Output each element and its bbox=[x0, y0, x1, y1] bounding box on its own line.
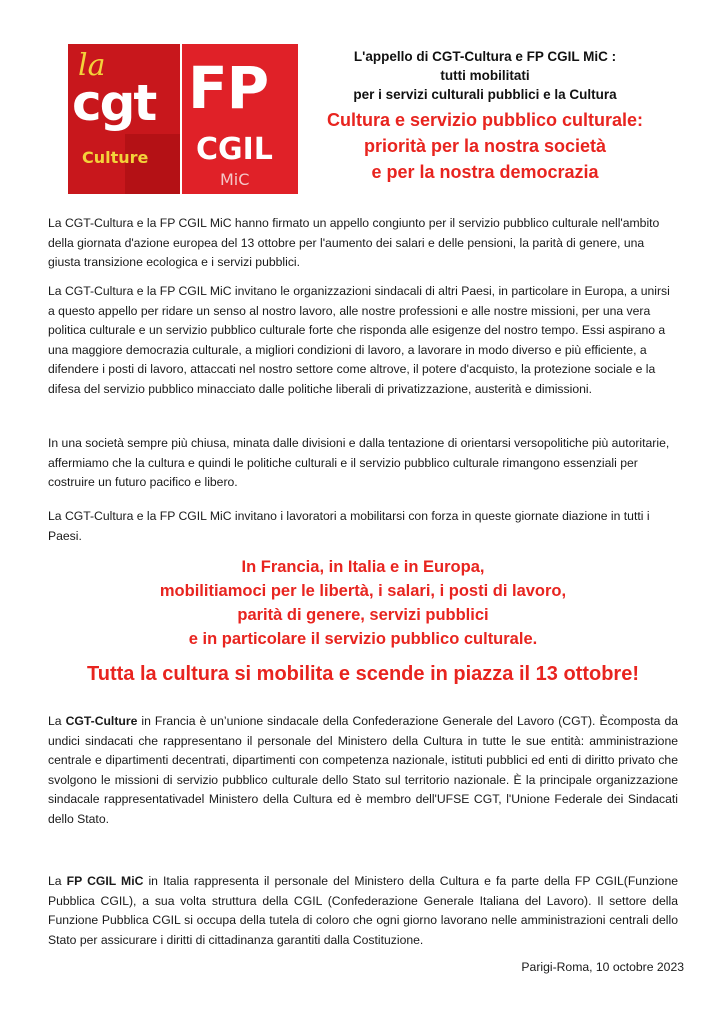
logo-fp-text: FP bbox=[188, 54, 269, 122]
cgt-lead: La bbox=[48, 714, 66, 728]
cgt-culture-logo bbox=[68, 44, 180, 194]
fp-cgil-logo bbox=[182, 44, 298, 194]
title-line-2: priorità per la nostra società bbox=[363, 136, 607, 156]
header-line-2: tutti mobilitati bbox=[440, 68, 530, 83]
cgt-name: CGT-Culture bbox=[65, 714, 138, 728]
paragraph-3: In una società sempre più chiusa, minata dalle divisioni e dalla tentazione di orientarsi versopolitiche più autoritarie, affermiamo che la cultura e quindi le politiche culturali e il servizio pubblico culturale rimangono essenziali per costruire un futuro pacifico e libero. bbox=[48, 436, 670, 490]
slogan-line-1: In Francia, in Italia e in Europa, bbox=[241, 558, 485, 576]
fp-description bbox=[48, 872, 678, 950]
fp-text: in Italia rappresenta il personale del Ministero della Cultura e fa parte della FP CGIL(Funzione Pubblica CGIL), a sua volta struttura della CGIL (Confederazione Generale Italiana del Lavoro). Il settore della Funzione Pubblica CGIL si occupa della tutela di coloro che ogni giorno lavorano nelle amministrazioni centrali dello Stato per assicurare i diritti di cittadinanza garantiti dalla Costituzione. bbox=[48, 874, 678, 947]
header-line-1: L'appello di CGT-Cultura e FP CGIL MiC : bbox=[353, 49, 617, 64]
logo-la-text: la bbox=[78, 48, 106, 83]
slogan-line-2: mobilitiamoci per le libertà, i salari, i posti di lavoro, bbox=[159, 582, 567, 600]
slogan-line-4: e in particolare il servizio pubblico culturale. bbox=[188, 630, 538, 648]
paragraph-2: La CGT-Cultura e la FP CGIL MiC invitano le organizzazioni sindacali di altri Paesi, in particolare in Europa, a unirsi a questo appello per ridare un senso al nostro lavoro, alle nostre professioni e alle nostre missioni, per una vera politica culturale e un servizio pubblico culturale forte che risponda alle esigenze del nostro tempo. Essi aspirano a una maggiore democrazia culturale, a migliori condizioni di lavoro, a lavorare in modo diverso e più efficiente, a difendere i posti di lavoro, attaccati nel nostro settore come altrove, il potere d'acquisto, la protezione sociale e la difesa del servizio pubblico minacciato dalle politiche liberali di privatizzazione, austerità e dimissioni. bbox=[48, 284, 670, 396]
paragraph-1: La CGT-Cultura e la FP CGIL MiC hanno firmato un appello congiunto per il servizio pubblico culturale nell'ambito della giornata d'azione europea del 13 ottobre per l'aumento dei salari e delle pensioni, la parità di genere, una giusta transizione ecologica e i servizi pubblici. bbox=[48, 216, 660, 270]
header-line-3: per i servizi culturali pubblici e la Cultura bbox=[353, 87, 617, 102]
fp-name: FP CGIL MiC bbox=[66, 874, 144, 888]
logo-cgt-text: cgt bbox=[72, 74, 156, 132]
logo-culture-text: Culture bbox=[82, 148, 149, 167]
paragraph-4: La CGT-Cultura e la FP CGIL MiC invitano i lavoratori a mobilitarsi con forza in queste giornate diazione in tutti i Paesi. bbox=[48, 509, 650, 543]
logo-cgil-text: CGIL bbox=[196, 132, 273, 167]
cgt-text: in Francia è un’unione sindacale della Confederazione Generale del Lavoro (CGT). Ècomposta da undici sindacati che rappresentano il personale del Ministero della Cultura in tutte le sue entità: amministrazione centrale e dipartimenti decentrati, dipartimenti con competenza nazionale, istituti pubblici ed enti di diritto privato che svolgono le missioni di servizio pubblico culturale dello Stato sul territorio nazionale. È la principale organizzazione sindacale rappresentativadel Ministero della Cultura ed è membro dell'UFSE CGT, l'Unione Federale dei Sindacati dello Stato. bbox=[48, 714, 678, 826]
logo-mic-text: MiC bbox=[220, 170, 250, 189]
slogan-line-3: parità di genere, servizi pubblici bbox=[237, 606, 489, 624]
signature: Parigi-Roma, 10 octobre 2023 bbox=[521, 960, 684, 974]
main-slogan: Tutta la cultura si mobilita e scende in piazza il 13 ottobre! bbox=[87, 663, 639, 685]
fp-lead: La bbox=[48, 874, 67, 888]
title-line-3: e per la nostra democrazia bbox=[371, 162, 599, 182]
title-line-1: Cultura e servizio pubblico culturale: bbox=[326, 110, 644, 130]
cgt-description bbox=[48, 712, 678, 830]
